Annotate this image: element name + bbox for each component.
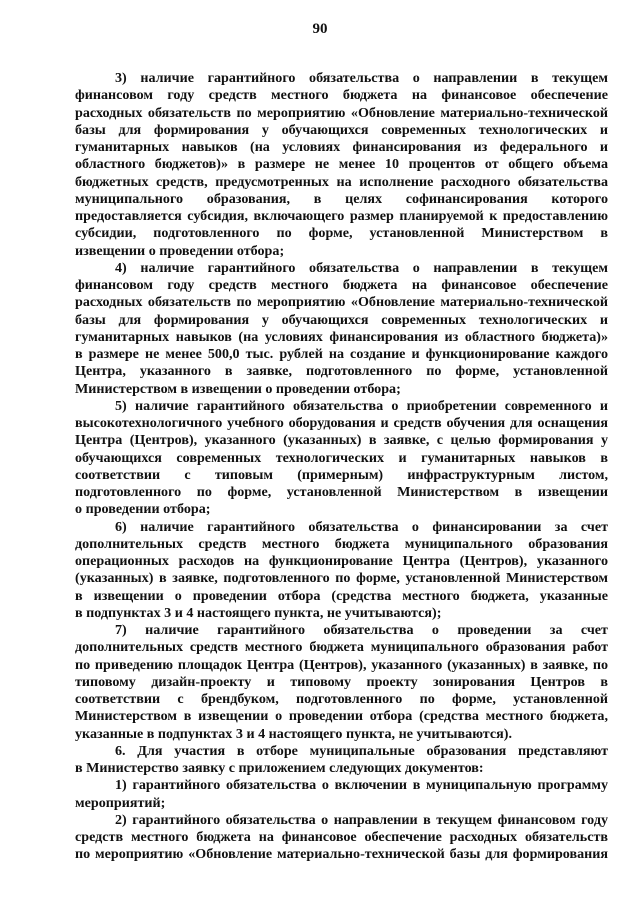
text-line: предоставляется субсидия, включающего размер планируемой к предоставлению (75, 208, 608, 224)
text-line: расходных обязательств по мероприятию «Обновление материально-технической (75, 104, 608, 121)
text-line: муниципального образования, в целях софинансирования которого (75, 190, 608, 207)
text-line: областного бюджетов)» в размере не менее 10 процентов от общего объема (75, 156, 608, 173)
text-line: расходных обязательств по мероприятию «Обновление материально-технической (75, 294, 608, 311)
text-line: в подпунктах 3 и 4 настоящего пункта, не учитываются); (75, 604, 442, 621)
text-line: соответствии с типовым (примерным) инфраструктурным листом, (75, 466, 608, 483)
text-line: в размере не менее 500,0 тыс. рублей на создание и функционирование каждого (75, 346, 608, 362)
text-line: гуманитарных навыков (на условиях финансирования из федерального и (75, 139, 608, 155)
text-line: дополнительных средств местного бюджета муниципального образования (75, 535, 608, 552)
text-line: Центра (Центров), указанного (указанных) в заявке, с целью формирования у (75, 432, 608, 449)
text-line: мероприятий; (75, 794, 166, 811)
text-line: 4) наличие гарантийного обязательства о направлении в текущем (115, 259, 608, 276)
text-line: Центра, указанного в заявке, подготовленного по форме, установленной (75, 363, 608, 380)
text-line: о проведении отбора; (75, 501, 211, 518)
text-line: по приведению площадок Центра (Центров), указанного (указанных) в заявке, по (75, 656, 608, 673)
page-number: 90 (312, 21, 328, 37)
text-line: извещении о проведении отбора; (75, 242, 285, 259)
text-line: 6) наличие гарантийного обязательства о финансировании за счет (115, 518, 608, 535)
text-line: высокотехнологичного учебного оборудования и средств обучения для оснащения (75, 415, 608, 431)
text-line: субсидии, подготовленного по форме, установленной Министерством в (75, 225, 608, 242)
text-line: типовому дизайн-проекту и типовому проекту зонирования Центров в (75, 673, 608, 690)
text-line: 7) наличие гарантийного обязательства о проведении за счет (115, 622, 608, 638)
text-line: в Министерство заявку с приложением следующих документов: (75, 760, 484, 776)
text-line: базы для формирования у обучающихся современных технологических и (75, 121, 608, 138)
text-line: 5) наличие гарантийного обязательства о приобретении современного и (115, 397, 608, 414)
text-line: бюджетных средств, предусмотренных на исполнение расходного обязательства (75, 173, 608, 190)
document-body (75, 70, 608, 864)
text-line: (указанных) в заявке, подготовленного по форме, установленной Министерством (75, 570, 608, 587)
text-line: 2) гарантийного обязательства о направлении в текущем финансовом году (115, 811, 608, 828)
text-line: базы для формирования у обучающихся современных технологических и (75, 311, 608, 328)
text-line: соответствии с брендбуком, подготовленного по форме, установленной (75, 691, 608, 707)
text-line: Министерством в извещении о проведении отбора; (75, 380, 401, 397)
text-line: Министерством в извещении о проведении отбора (средства местного бюджета, (75, 708, 608, 725)
text-line: обучающихся современных технологических и гуманитарных навыков в (75, 449, 608, 466)
text-line: подготовленного по форме, установленной Министерством в извещении (75, 484, 608, 500)
text-line: средств местного бюджета на финансовое обеспечение расходных обязательств (75, 829, 608, 845)
text-line: указанные в подпунктах 3 и 4 настоящего пункта, не учитываются). (75, 725, 512, 742)
text-line: в извещении о проведении отбора (средства местного бюджета, указанные (75, 587, 608, 604)
text-line: дополнительных средств местного бюджета муниципального образования работ (75, 639, 608, 656)
text-line: 1) гарантийного обязательства о включении в муниципальную программу (115, 777, 608, 794)
text-line: гуманитарных навыков (на условиях финансирования из областного бюджета)» (75, 328, 608, 345)
text-line: по мероприятию «Обновление материально-технической базы для формирования (75, 846, 608, 863)
text-line: финансовом году средств местного бюджета на финансовое обеспечение (75, 87, 608, 104)
text-line: 6. Для участия в отборе муниципальные образования представляют (115, 742, 608, 759)
text-line: операционных расходов на функционирование Центра (Центров), указанного (75, 553, 608, 569)
text-line: финансовом году средств местного бюджета на финансовое обеспечение (75, 277, 608, 293)
text-line: 3) наличие гарантийного обязательства о направлении в текущем (115, 70, 608, 86)
